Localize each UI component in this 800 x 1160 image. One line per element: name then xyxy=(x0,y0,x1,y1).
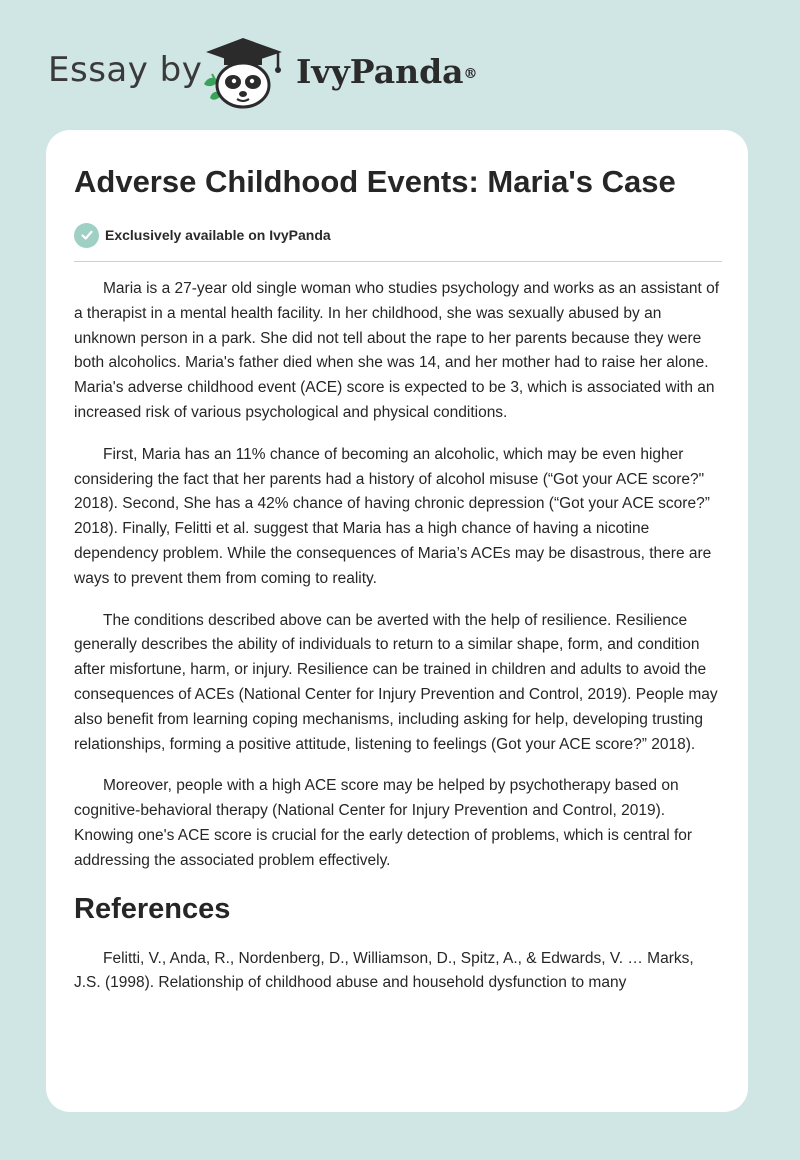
essay-body xyxy=(74,277,724,1013)
paragraph: The conditions described above can be averted with the help of resilience. Resilience generally describes the ability of individuals to return to a similar shape, form, and condition after misfortune, harm, or injury. Resilience can be trained in children and adults to avoid the consequences of ACEs (National Center for Injury Prevention and Control, 2019). People may also benefit from learning coping mechanisms, including asking for help, developing trusting relationships, forming a positive attitude, listening to feelings (Got your ACE score?” 2018). xyxy=(74,611,718,753)
essay-title: Adverse Childhood Events: Maria's Case xyxy=(74,164,676,199)
paragraph: Maria is a 27-year old single woman who studies psychology and works as an assistant of a therapist in a mental health facility. In her childhood, she was sexually abused by an unknown person in a park. She did not tell about the rape to her parents because they were both alcoholics. Maria's father died when she was 14, and her mother had to raise her alone. Maria's adverse childhood event (ACE) score is expected to be 3, which is associated with an increased risk of various psychological and physical conditions. xyxy=(74,280,720,421)
exclusive-badge xyxy=(74,220,331,250)
essay-card xyxy=(46,130,748,1112)
ivypanda-logo-icon[interactable] xyxy=(200,34,286,110)
references-heading: References xyxy=(74,892,231,925)
essay-by-label: Essay by xyxy=(48,50,203,90)
brand-text: IvyPanda xyxy=(296,52,464,91)
site-header xyxy=(0,0,800,120)
check-icon xyxy=(74,223,99,248)
divider xyxy=(74,261,722,262)
brand-name[interactable] xyxy=(296,50,478,94)
paragraph: Moreover, people with a high ACE score may be helped by psychotherapy based on cognitive-behavioral therapy (National Center for Injury Prevention and Control, 2019). Knowing one's ACE score is crucial for the early detection of problems, which is central for addressing the associated problem effectively. xyxy=(74,777,693,869)
exclusive-label: Exclusively available on IvyPanda xyxy=(105,227,331,243)
reference-item: Felitti, V., Anda, R., Nordenberg, D., Williamson, D., Spitz, A., & Edwards, V. … Marks, J.S. (1998). Relationship of childhood abuse and household dysfunction to many xyxy=(74,949,694,992)
registered-mark: ® xyxy=(463,66,478,82)
paragraph: First, Maria has an 11% chance of becoming an alcoholic, which may be even higher considering the fact that her parents had a history of alcohol misuse (“Got your ACE score?" 2018). Second, She has a 42% chance of having chronic depression (“Got your ACE score?” 2018). Finally, Felitti et al. suggest that Maria has a high chance of having a nicotine dependency problem. While the consequences of Maria’s ACEs may be disastrous, there are ways to prevent them from coming to reality. xyxy=(74,445,712,587)
